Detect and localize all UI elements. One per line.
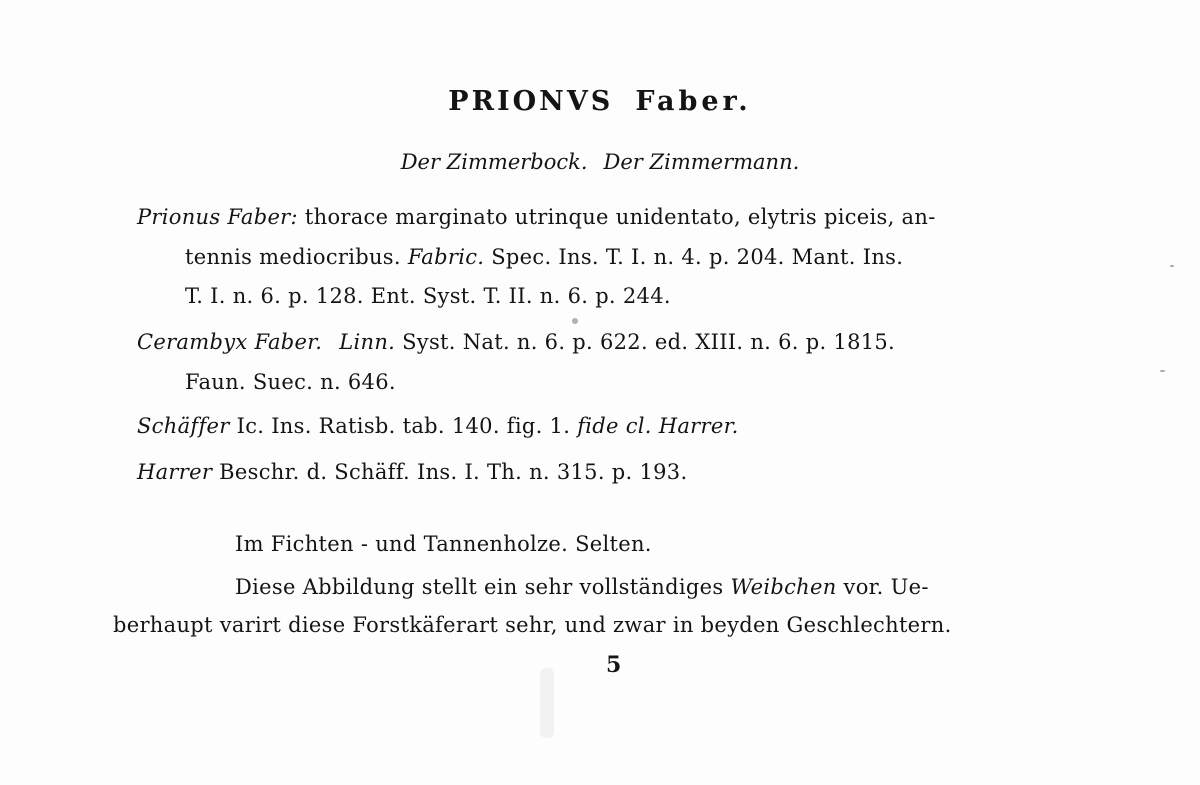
cerambyx-reference-2: Faun. Suec. n. 646. [185, 370, 396, 394]
common-name-2: Der Zimmermann. [603, 150, 800, 174]
prionus-line-1 [137, 205, 936, 229]
harrer-name: Harrer [137, 460, 213, 484]
page-title [0, 86, 1200, 117]
cerambyx-line-2 [185, 370, 396, 394]
schaeffer-fide: fide cl. Harrer. [577, 414, 739, 438]
prionus-line-2 [185, 245, 903, 269]
title-genus: PRIONVS [448, 86, 614, 117]
harrer-reference: Beschr. d. Schäff. Ins. I. Th. n. 315. p. 193. [219, 460, 688, 484]
ink-speck [1160, 370, 1165, 372]
ink-speck [1170, 265, 1174, 267]
prionus-description: thorace marginato utrinque unidentato, elytris piceis, an- [304, 205, 936, 229]
prionus-reference-1: Spec. Ins. T. I. n. 4. p. 204. Mant. Ins. [491, 245, 904, 269]
page-number: 5 [606, 652, 622, 678]
common-names [0, 150, 1200, 174]
prionus-description-cont: tennis mediocribus. [185, 245, 401, 269]
schaeffer-name: Schäffer [137, 414, 230, 438]
title-species: Faber. [635, 86, 752, 117]
note-pre: Diese Abbildung stellt ein sehr vollständiges [235, 575, 724, 599]
harrer-line [137, 460, 687, 484]
ink-speck [572, 318, 578, 324]
linnaeus-author: Linn. [339, 330, 396, 354]
prionus-name: Prionus Faber: [137, 205, 298, 229]
cerambyx-name: Cerambyx Faber. [137, 330, 323, 354]
paper-mark [540, 668, 554, 738]
cerambyx-reference-1: Syst. Nat. n. 6. p. 622. ed. XIII. n. 6. p. 1815. [402, 330, 896, 354]
note-line-1 [235, 575, 929, 599]
schaeffer-reference: Ic. Ins. Ratisb. tab. 140. fig. 1. [236, 414, 571, 438]
cerambyx-line-1 [137, 330, 895, 354]
common-name-1: Der Zimmerbock. [400, 150, 588, 174]
schaeffer-line [137, 414, 739, 438]
note-line-2: berhaupt varirt diese Forstkäferart sehr, und zwar in beyden Geschlechtern. [113, 613, 952, 637]
habitat-text: Im Fichten - und Tannenholze. Selten. [235, 532, 652, 556]
prionus-reference-2: T. I. n. 6. p. 128. Ent. Syst. T. II. n. 6. p. 244. [185, 284, 671, 308]
note-italic: Weibchen [730, 575, 837, 599]
fabricius-author: Fabric. [407, 245, 485, 269]
note-post: vor. Ue- [843, 575, 929, 599]
prionus-line-3 [185, 284, 671, 308]
